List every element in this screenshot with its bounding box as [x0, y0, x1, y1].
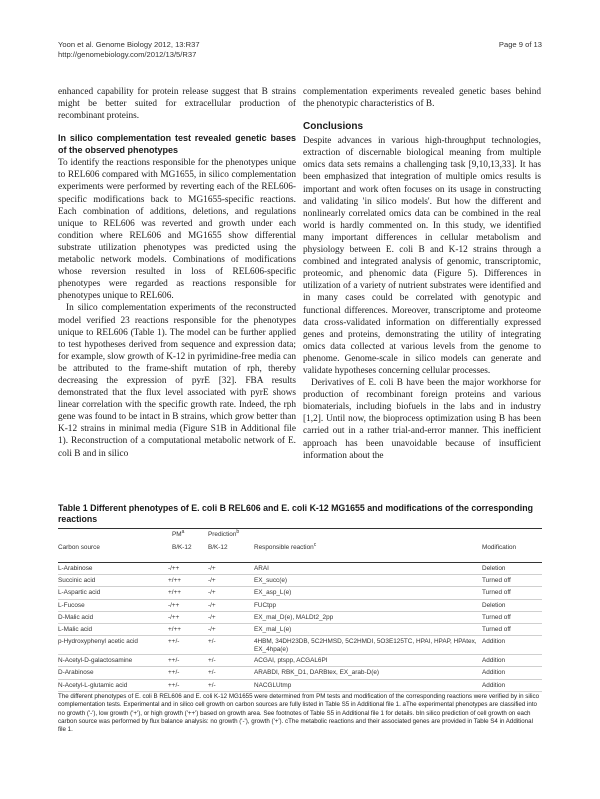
col-header-pred-bk12: B/K-12	[208, 544, 228, 551]
cell-modification: Addition	[482, 638, 506, 646]
cell-modification: Addition	[482, 681, 506, 689]
cell-pm: ++/-	[168, 638, 180, 646]
table-row	[58, 600, 542, 612]
cell-reaction: EX_succ(e)	[254, 577, 288, 585]
paragraph: enhanced capability for protein release suggest that B strains might be better suited for extracellular production of recombinant proteins.	[58, 87, 296, 122]
cell-prediction: -/+	[208, 565, 216, 572]
section-heading: Conclusions	[303, 121, 364, 133]
left-column	[58, 86, 296, 460]
cell-pm: ++/-	[168, 681, 180, 689]
cell-carbon-source: D-Malic acid	[58, 613, 94, 621]
cell-modification: Addition	[482, 657, 506, 665]
cell-prediction: -/+	[208, 577, 216, 585]
cell-reaction: EX_mal_L(e)	[254, 625, 292, 633]
paragraph: In silico complementation experiments of the reconstructed model verified 23 reactions responsible for the phenotypes unique to REL606 (Table 1). The model can be further applied to test hypotheses derived from sequence and expression data; for example, slow growth of K-12 in pyrimidine-free media can be attributed to the frame-shift mutation of rph, thereby decreasing the expression of pyrE [32]. FBA results demonstrated that the flux level associated with pyrE shows linear correlation with the specific growth rate. Indeed, the rph gene was found to be intact in B strains, which grow better than K-12 strains in minimal media (Figure S1B in Additional file 1). Reconstruction of a computational metabolic network of E. coli B and in silico	[58, 303, 296, 459]
table-row	[58, 587, 542, 599]
cell-carbon-source: N-Acetyl-L-glutamic acid	[58, 681, 128, 689]
cell-modification: Deletion	[482, 601, 506, 609]
cell-modification: Turned off	[482, 589, 511, 597]
cell-modification: Addition	[482, 669, 506, 677]
running-header	[58, 40, 542, 60]
cell-reaction: ACGAI, ptspp, ACGAL6PI	[254, 657, 328, 665]
col-header-responsible: Responsible reaction$^c$	[254, 541, 317, 551]
table-caption: Table 1 Different phenotypes of E. coli B REL606 and E. coli K-12 MG1655 and modifications of the corresponding reactions	[58, 503, 533, 524]
cell-prediction: +/-	[208, 657, 216, 665]
cell-pm: ++/-	[168, 669, 180, 677]
cell-reaction: ARABDI, RBK_D1, DARBtex, EX_arab-D(e)	[254, 669, 380, 677]
cell-carbon-source: L-Aspartic acid	[58, 589, 101, 597]
col-header-pm-bk12: B/K-12	[172, 544, 192, 551]
table-row	[58, 563, 542, 575]
table-row	[58, 636, 542, 655]
table-header	[58, 529, 542, 563]
col-header-modification: Modification	[482, 544, 517, 551]
cell-prediction: -/+	[208, 589, 216, 597]
cell-modification: Turned off	[482, 625, 511, 633]
table-row	[58, 575, 542, 587]
table-row	[58, 624, 542, 636]
cell-reaction: EX_asp_L(e)	[254, 589, 292, 597]
table-row	[58, 612, 542, 624]
cell-pm: +/++	[168, 625, 181, 633]
cell-carbon-source: L-Malic acid	[58, 625, 93, 633]
cell-prediction: +/-	[208, 669, 216, 677]
cell-modification: Turned off	[482, 613, 511, 621]
cell-carbon-source: L-Fucose	[58, 601, 85, 609]
cell-carbon-source: L-Arabinose	[58, 565, 93, 572]
table-footnote: The different phenotypes of E. coli B REL606 and E. coli K-12 MG1655 were determined from PM tests and modification of the corresponding reactions were verified by in silico complementation tests. Experimental and in silico cell growth on carbon sources are fully listed in Table S5 in Additional file 1. aThe experimental phenotypes are classified into no growth ('-'), low growth ('+'), or high growth ('++') based on growth area. See footnotes of Table S5 in Additional file 1 for details. bIn silico prediction of cell growth on each carbon source was performed by flux balance analysis: no growth ('-'), growth ('+'). cThe metabolic reactions and their associated genes are provided in Table S4 in Additional file 1.	[58, 693, 540, 734]
cell-reaction: 4HBM, 34DH23DB, 5C2HMSD, 5C2HMDI, 5O3E125TC, HPAI, HPAP, HPAtex, EX_4hpa(e)	[254, 638, 477, 653]
cell-prediction: -/+	[208, 625, 216, 633]
cell-prediction: +/-	[208, 681, 216, 689]
citation: Yoon et al. Genome Biology 2012, 13:R37	[58, 40, 200, 49]
page-number: Page 9 of 13	[498, 40, 542, 49]
cell-carbon-source: p-Hydroxyphenyl acetic acid	[58, 638, 138, 646]
table-body	[58, 563, 542, 692]
cell-pm: ++/-	[168, 657, 180, 665]
paragraph: complementation experiments revealed genetic bases behind the phenotypic characteristics of B.	[303, 87, 541, 110]
cell-reaction: NACGLUtmp	[254, 681, 292, 689]
paragraph: To identify the reactions responsible for the phenotypes unique to REL606 compared with MG1655, in silico complementation experiments were performed by reverting each of the REL606-specific modifications back to MG1655-specific reactions. Each combination of additions, deletions, and regulations unique to REL606 was reverted and growth under each condition where REL606 and MG1655 show differential substrate utilization phenotypes was predicted using the metabolic network models. Combinations of modifications whose reversion resulted in loss of REL606-specific phenotypes were regarded as reactions responsible for phenotypes unique to REL606.	[58, 158, 296, 302]
data-table	[58, 528, 542, 692]
paragraph: Despite advances in various high-throughput technologies, extraction of discernable biological meaning from multiple omics data sets remains a challenging task [9,10,13,33]. It has been emphasized that integration of multiple omics results is important and work often focuses on its usage in constructing and validating 'in silico models'. But how the different and nonlinearly correlated omics data can be combined in the real world is hardly commented on. In this study, we identified many important differences in cellular metabolism and physiology between E. coli B and K-12 strains through a combined and integrated analysis of genomic, transcriptomic, proteomic, and phenomic data (Figure 5). Differences in utilization of a variety of nutrient substrates were identified and in many cases could be correlated with genotypic and functional differences. Moreover, transcriptome and proteome data cross-validated information on differentially expressed genes and proteins, demonstrating the utility of integrating omics data collected at various levels from the genome to phenome. Genome-scale in silico models can generate and validate hypotheses concerning cellular processes.	[303, 136, 541, 376]
cell-reaction: ARAI	[254, 565, 269, 572]
cell-reaction: EX_mal_D(e), MALDt2_2pp	[254, 613, 334, 621]
cell-pm: +/++	[168, 589, 181, 597]
cell-reaction: FUCtpp	[254, 601, 277, 609]
cell-pm: +/++	[168, 577, 181, 585]
col-header-prediction: Prediction$^b$	[208, 528, 240, 538]
table-row	[58, 667, 542, 679]
section-heading: In silico complementation test revealed genetic bases of the observed phenotypes	[58, 133, 296, 156]
cell-pm: -/++	[168, 565, 180, 572]
table-row	[58, 680, 542, 692]
table-row	[58, 655, 542, 667]
cell-prediction: +/-	[208, 638, 216, 646]
cell-carbon-source: Succinic acid	[58, 577, 96, 585]
cell-modification: Deletion	[482, 565, 506, 572]
col-header-carbon-source: Carbon source	[58, 544, 100, 551]
cell-modification: Turned off	[482, 577, 511, 585]
paragraph: Derivatives of E. coli B have been the major workhorse for production of recombinant foreign proteins and various biomaterials, including biofuels in the labs and in industry [1,2]. Until now, the bioprocess optimization using B has been carried out in a rather trial-and-error manner. This inefficient approach has been unavoidable because of insufficient information about the	[303, 378, 541, 461]
cell-prediction: -/+	[208, 601, 216, 609]
cell-carbon-source: N-Acetyl-D-galactosamine	[58, 657, 133, 665]
cell-pm: -/++	[168, 601, 180, 609]
col-header-pm: $PM^a$	[172, 528, 185, 538]
cell-carbon-source: D-Arabinose	[58, 669, 94, 677]
cell-pm: -/++	[168, 613, 180, 621]
article-url[interactable]: http://genomebiology.com/2012/13/5/R37	[58, 50, 197, 59]
right-column	[303, 86, 541, 462]
cell-prediction: -/+	[208, 613, 216, 621]
